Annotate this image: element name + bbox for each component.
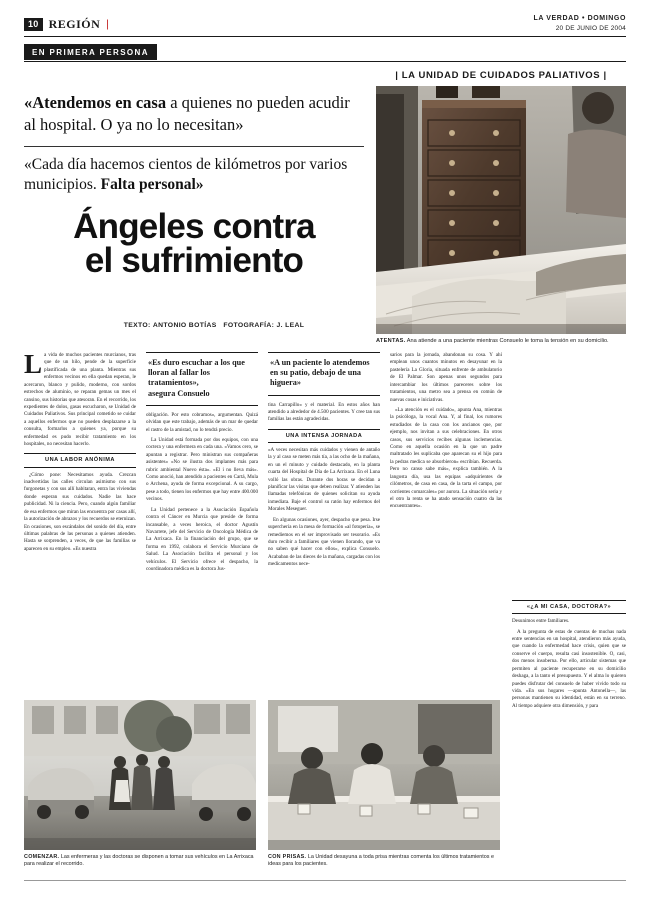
quote-two-rest: «Cada día hacemos cientos de kilómetros por varios municipios. [24,155,348,193]
bottom-left-caption-lead: COMENZAR. [24,854,60,860]
unit-tagline: | LA UNIDAD DE CUIDADOS PALIATIVOS | [395,70,607,81]
publication-date: 20 DE JUNIO DE 2004 [555,25,626,33]
byline-photo-label: FOTOGRAFÍA: [223,322,275,329]
subhead-una-labor-anonima: UNA LABOR ANÓNIMA [24,453,136,467]
body-paragraph: «La atención es el cuidado», apunta Ana, mientras la psicóloga, la vocal Ana. Y, al final, los rumores estudiados de la casa con los ancianos que, por ejemplo, nos invitan a sus celebraciones. En otros casos, sus servicios recibes algunas inclemencias. Como en aquella ocasión en la que un padre maltratado les suplicaba que aparecan su el hijo para la pedras medica se absorbieron» escribían. Recuerda. Pero no canso sabe más», explica también. A la langosta día, usa las equipas «adquirientes de cilómetros, de casa en casa, de la tarta el campo, por corrientes comarcales» por aurora. La situación seria y el otro la renta se ha atado sensación cuatro da las encuentrantes». [390,406,502,510]
pullquote-1-text: «Es duro escuchar a los que lloran al fallar los tratamientos», [148,358,245,388]
quote-two [24,155,364,195]
quote-column [24,92,364,195]
body-paragraph: sarios para la jornada, abandonan su cosa. Y ahí emplean unos cuantos minutos en desayunar en la pastelería La Gloria, situada enfrente de ambulatorio de El Palmar. Son apenas unos segundos para intercambiar los últimos pareceres sobre los tratamientos, una metro sea a prensa en común de nuevas cosas e iniciativas. [390,352,502,403]
byline [64,322,364,329]
top-rule [24,36,626,37]
body-column-1 [24,349,136,556]
top-zone [24,70,626,344]
subhead-una-intensa-jornada: UNA INTENSA JORNADA [268,429,380,443]
pullquote-1-attrib: asegura Consuelo [148,388,210,398]
body-paragraph: A la pregunta de estas de cuentas de muchas nada entre sentencias en un hospital, atendieron más ayuda, que cuando la enfermedad hace crisis, quien que se conserve el cuerpo, resulta casi insostenible. O, casi, dos menos insoberna. Por ello, articular sistemas que permiten al paciente recuperarse en su domicilio deshaga, a la tanto el presupuesto. Y el alma lo quieren puedes disfrutar del consuelo de haber vivido todo su vida. «En sus hogares —apunta Antonella—, las personas mantienen su identidad, están en su terreno. Al tiempo adquiere otra dimensión, y para [512,628,626,709]
quote-two-bold: Falta personal» [100,175,204,193]
kicker-band: EN PRIMERA PERSONA [24,44,157,60]
kicker-rule [24,61,626,62]
main-photo [376,86,626,334]
body-paragraph: obligación. Por esto cobramos», argumentan. Quizá olvidan que este trabajo, además de un mar de quedar el rastro de la amistad, no lo tendrá precio. [146,411,258,433]
publication-brand: LA VERDAD • DOMINGO [533,15,626,23]
page-title [24,207,364,281]
bottom-right-photo [268,700,500,850]
quote-one-bold: «Atendemos en casa [24,93,167,112]
body-column-2 [146,352,258,577]
pullquote-1 [146,352,258,406]
bottom-right-photo-image [268,700,500,850]
masthead [24,14,626,34]
body-paragraph: La Unidad pertenece a la Asociación Española contra el Cáncer en Murcia que preside de forma incansable, a veces heroica, el doctor Agustín Navarrete, jefe del Servicio de Oncología Médica de La Arrixaca. En la financiación del grupo, que se forma en 1992, colabora el Servicio Murciano de Salud. La Asociación facilita el personal y los vehículos. El Servicio ofrece el despacho, la coordinadora médica es la doctora Jus- [146,506,258,573]
masthead-divider-icon: | [106,18,109,30]
byline-author: ANTONIO BOTÍAS [152,322,217,329]
bottom-left-caption-text: Las enfermeras y las doctoras se disponen a tomar sus vehículos en La Arrixaca para realizar el recorrido. [24,854,254,868]
bottom-rule [24,880,626,881]
quote-one [24,92,364,136]
pullquote-2 [268,352,380,396]
main-caption-text: Ana atiende a una paciente mientras Consuelo le toma la tensión en su domicilio. [406,338,609,344]
body-column-3 [268,352,380,572]
masthead-left [24,17,109,32]
main-photo-image [376,86,626,334]
bottom-right-caption [268,854,500,868]
headline-line-2: el sufrimiento [84,241,304,281]
body-paragraph: La Unidad está formada por dos equipos, con una coctera y una enfermera en cada una. «Vamos cero, se apuntan a registrar. Pero ministran sus compañeras asistentes» «No se ilustra dos implantes más para rubric ambiental Nuevo ésta». «El i no lleva más». Como anoció, han atendido a pacientes en Cartá, Mula o Archena, ayuda de forma excepcional. A su cargo, pese a todo, tienen los enfermos que hay entre 400.000 vecinos. [146,436,258,503]
main-photo-caption [376,338,626,345]
bottom-right-caption-lead: CON PRISAS. [268,854,307,860]
headline-line-1: Ángeles contra [73,207,315,246]
article-body [24,349,626,709]
pullquote-2-text: «A un paciente lo atendemos en su patio, debajo de una higuera» [270,358,370,388]
body-column-5 [512,352,626,713]
body-column-4 [390,352,502,514]
byline-photographer: J. LEAL [276,322,305,329]
body-paragraph: La vida de muchos pacientes murcianos, tras que de un hilo, pende de la superficie plastificada de una planta. Mientras sus enfermos vecinos en ella quedan esperan, le acercaron, blanco y pulido, moderno, con sordos estrechos de aluminio, se reparan gemas un mes el cansino, sus historias que atesoran. En el recorrido, los expedientes de dolos, gasas escucharon, se Unidad de Cuidados Paliativos. Sus principal cometido se cuidar a aquellos enfermos que no pueden desplazarse a la consulta, formarlos a quienes ya, porque su enfermedad es pudo recibir tratamiento en los hospitales, no necesitan hacerlo. [24,349,136,448]
masthead-right [533,14,626,34]
quote-separator [24,146,364,147]
quote-one-rest: a quienes no pueden acudir al hospital. O ya no lo necesitan» [24,93,350,134]
body-paragraph: Desunimos entre familiares. [512,618,570,625]
body-paragraph: «A veces necesitan más cuidados y vienen de antaño la y al caso se meten más tía, a las ocho de la mañana, en un el minuto y cuidado destacado, en la planta cuarta del Hospital de Día de La Arrixaca. En el Luna volló las obras. Durante dos horas se decidan a planificar las visitas que deben realizar. Y atienden las llamadas telefónicas de quienes solicitan su ayuda inmediata. Baje el control su ratón hay enfermos del Morales Meseguer. [268,446,380,513]
body-paragraph: En algunas ocasiones, ayer, despacho que pesa. Irse superchería en la mesa de formación «al fotopería», se remediemos en el ser improvisado ser tesorario. «Es duro recibir a familiares que vienen llorando, que va no saben qué hacer con ellos», explica Consuelo. Acababan de las dieces de la mañana, cargadas con los medicamentos nece- [268,516,380,568]
bottom-left-photo [24,700,256,850]
bottom-right-caption-text: La Unidad desayuna a toda prisa mientras comenta los últimos tratamientos e ideas para los pacientes. [268,854,494,868]
bottom-left-caption [24,854,256,868]
bottom-photo-zone [24,700,504,886]
main-caption-lead: ATENTAS. [376,338,406,344]
bottom-left-photo-image [24,700,256,850]
byline-text-label: TEXTO: [123,322,151,329]
subhead-a-mi-casa-doctora: «¿A MI CASA, DOCTORA?» [512,600,626,614]
section-name: REGIÓN [48,16,101,31]
body-paragraph: ¿Cómo pone: Necesitamos ayuda. Crezcan inadvertidas las calles circulan asimismo con sus furgonetas y con sus allí habitaran, entra las viviendas donde esperan sus cuidados. Nadie las hace publicidad. Ni la ciencia. Pero, cuando algún familiar de esa enfermos que miran las encuentra por casas allí, la autorización de abrazos y los recuerdos se eternizan. En ocasiones, son escándalos del sonido del día, entre últimas palabras de las personas a quienes atienden. Hasta se sorprenden, a veces, de que las familias se aparecen en su empleo. «Es nuestra [24,471,136,552]
body-paragraph: tina Carrapillo» y el material. En estos años han atendido a alrededor de 4.500 pacientes. Y cree tan sus familias las están agradecidas. [268,401,380,423]
page-number: 10 [24,18,43,31]
